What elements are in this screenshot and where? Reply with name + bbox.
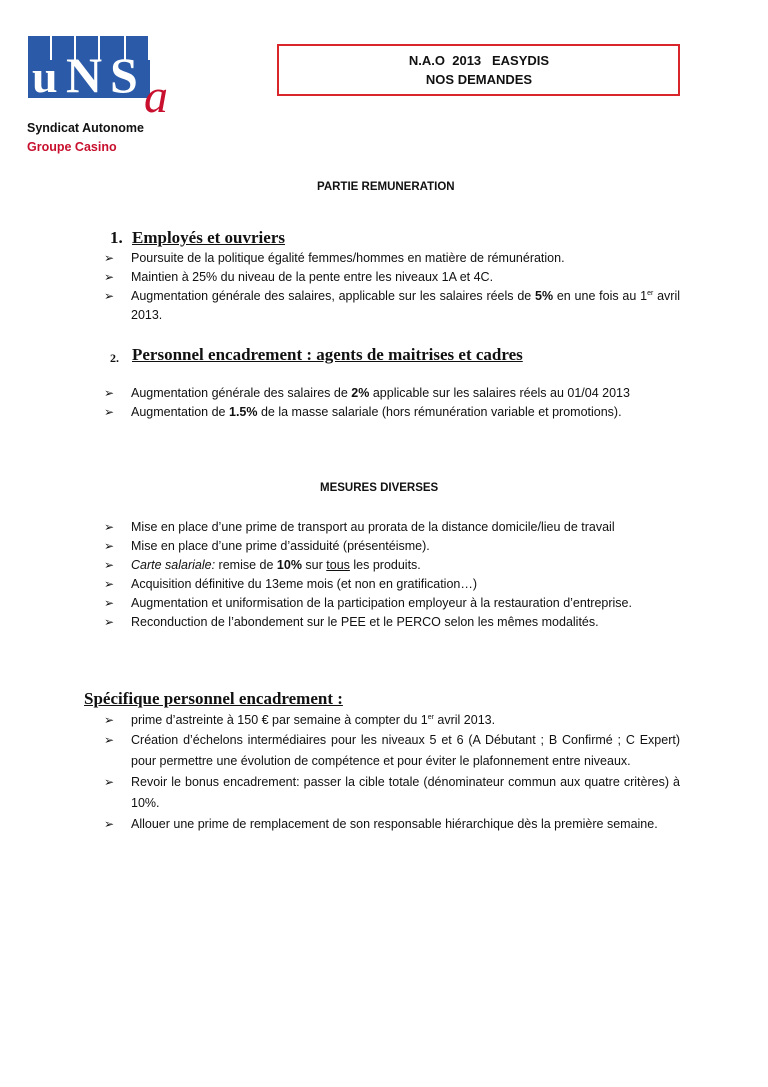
mesures-list [104, 518, 680, 632]
unsa-logo [28, 36, 178, 116]
arrowhead-bullet-icon: ➢ [104, 289, 115, 303]
document-title: N.A.O 2013 EASYDIS [408, 53, 550, 68]
document-subtitle: NOS DEMANDES [425, 72, 533, 87]
arrowhead-bullet-icon: ➢ [104, 520, 115, 534]
org-name: Syndicat Autonome [27, 121, 144, 135]
list-item: ➢ Mise en place d’une prime d’assiduité (présentéisme). [104, 537, 680, 556]
arrowhead-bullet-icon: ➢ [104, 596, 115, 610]
arrowhead-bullet-icon: ➢ [104, 539, 115, 553]
part2-number: 2. [110, 351, 119, 365]
list-item: ➢ Carte salariale: remise de 10% sur tous les produits. [104, 556, 680, 575]
arrowhead-bullet-icon: ➢ [104, 386, 115, 400]
org-group: Groupe Casino [27, 140, 117, 154]
list-item: ➢ Mise en place d’une prime de transport au prorata de la distance domicile/lieu de travail [104, 518, 680, 537]
list-item: ➢ Reconduction de l’abondement sur le PEE et le PERCO selon les mêmes modalités. [104, 613, 680, 632]
list-item: ➢ Acquisition définitive du 13eme mois (et non en gratification…) [104, 575, 680, 594]
section-mesures-heading: MESURES DIVERSES [320, 482, 439, 494]
part2-heading: Personnel encadrement : agents de maitrises et cadres [132, 345, 523, 364]
part1-number: 1. [110, 228, 123, 247]
list-item: ➢ Maintien à 25% du niveau de la pente entre les niveaux 1A et 4C. [104, 268, 680, 287]
part1-list [104, 249, 680, 325]
svg-text:N: N [66, 47, 103, 103]
specific-heading: Spécifique personnel encadrement : [84, 689, 343, 708]
section-remuneration-heading: PARTIE REMUNERATION [317, 181, 455, 193]
specific-list [104, 711, 680, 835]
arrowhead-bullet-icon: ➢ [104, 270, 115, 284]
arrowhead-bullet-icon: ➢ [104, 251, 115, 265]
svg-text:u: u [32, 51, 58, 102]
arrowhead-bullet-icon: ➢ [104, 817, 115, 831]
list-item: ➢ Augmentation générale des salaires, applicable sur les salaires réels de 5% en une fois au 1er avril 2013. [104, 289, 680, 322]
arrowhead-bullet-icon: ➢ [104, 577, 115, 591]
list-item: ➢ Allouer une prime de remplacement de son responsable hiérarchique dès la première semaine. [104, 814, 680, 835]
list-item: ➢ Augmentation et uniformisation de la participation employeur à la restauration d’entreprise. [104, 594, 680, 613]
svg-text:S: S [110, 47, 138, 103]
part1-heading: Employés et ouvriers [132, 228, 285, 247]
list-item: ➢ Augmentation générale des salaires de 2% applicable sur les salaires réels au 01/04 2013 [104, 384, 680, 403]
list-item: ➢ Augmentation de 1.5% de la masse salariale (hors rémunération variable et promotions). [104, 403, 680, 422]
list-item: ➢ Revoir le bonus encadrement: passer la cible totale (dénominateur commun aux quatre critères) à 10%. [104, 772, 680, 814]
arrowhead-bullet-icon: ➢ [104, 733, 115, 747]
list-item: ➢ Poursuite de la politique égalité femmes/hommes en matière de rémunération. [104, 249, 680, 268]
svg-text:a: a [144, 70, 168, 116]
arrowhead-bullet-icon: ➢ [104, 615, 115, 629]
part2-list [104, 384, 680, 422]
list-item: ➢ prime d’astreinte à 150 € par semaine à compter du 1er avril 2013. [104, 711, 680, 730]
arrowhead-bullet-icon: ➢ [104, 713, 115, 727]
arrowhead-bullet-icon: ➢ [104, 558, 115, 572]
arrowhead-bullet-icon: ➢ [104, 775, 115, 789]
title-box [277, 44, 680, 96]
arrowhead-bullet-icon: ➢ [104, 405, 115, 419]
list-item: ➢ Création d’échelons intermédiaires pour les niveaux 5 et 6 (A Débutant ; B Confirmé ; C Expert) pour permettre une évolution de compétence et pour éviter le plafonnement entre niveaux. [104, 730, 680, 772]
